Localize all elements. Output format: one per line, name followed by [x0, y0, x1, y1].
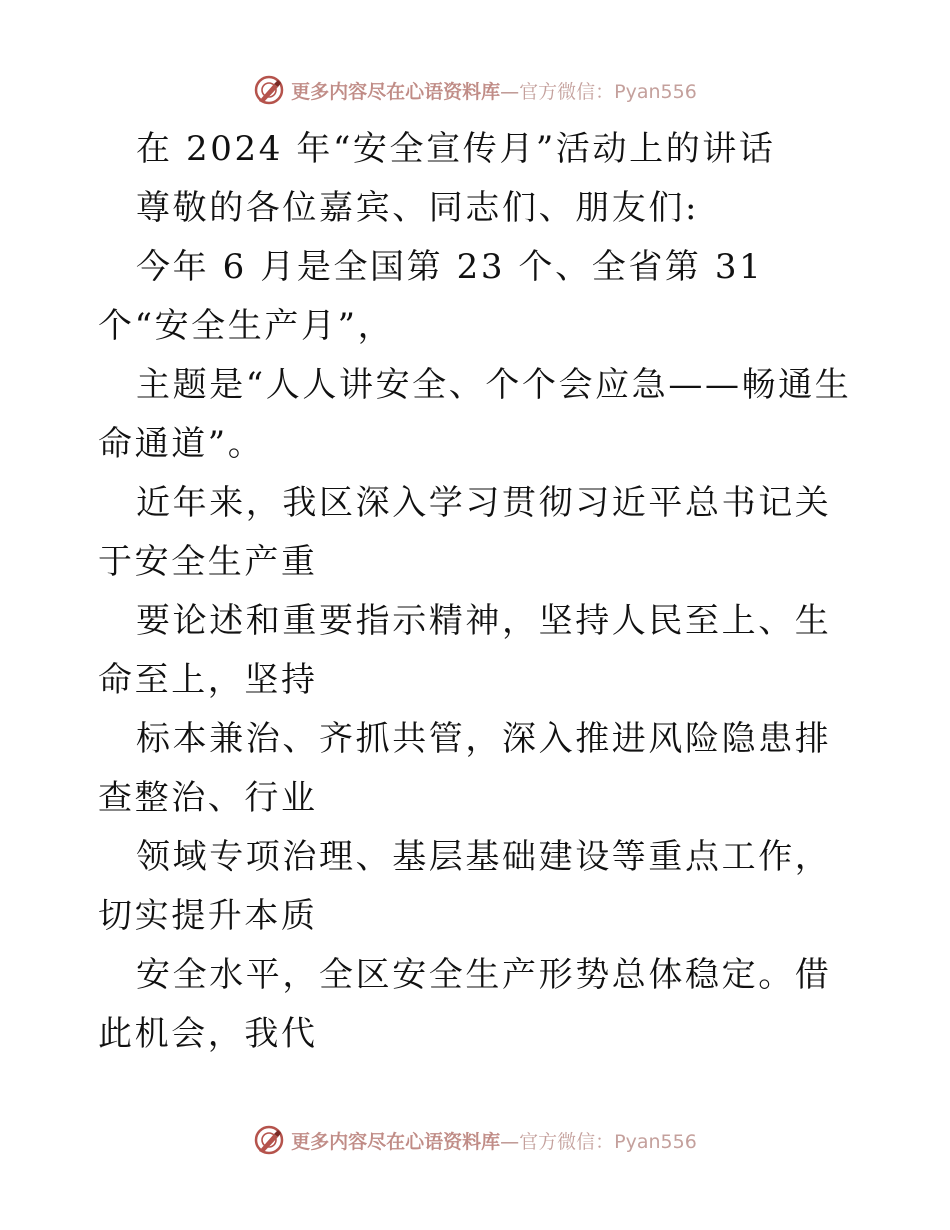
header-watermark — [0, 68, 950, 112]
document-body — [98, 120, 858, 1064]
paragraph: 今年 6 月是全国第 23 个、全省第 31 个“安全生产月”， — [98, 247, 764, 346]
watermark-text — [291, 77, 697, 104]
paragraph: 标本兼治、齐抓共管，深入推进风险隐患排查整治、行业 — [98, 719, 832, 818]
watermark-brand: 更多内容尽在心语资料库 — [291, 1130, 501, 1153]
paragraph: 领域专项治理、基层基础建设等重点工作，切实提升本质 — [98, 837, 832, 936]
salutation: 尊敬的各位嘉宾、同志们、朋友们: — [136, 188, 700, 228]
paragraph: 要论述和重要指示精神，坚持人民至上、生命至上，坚持 — [98, 601, 832, 700]
pen-logo-icon — [253, 74, 285, 106]
speech-title: 在 2024 年“安全宣传月”活动上的讲话 — [136, 129, 776, 169]
watermark-separator: — — [500, 1130, 520, 1153]
watermark-contact: 官方微信：Pyan556 — [519, 1130, 697, 1153]
footer-watermark — [0, 1118, 950, 1162]
watermark-brand: 更多内容尽在心语资料库 — [291, 80, 501, 103]
watermark-contact: 官方微信：Pyan556 — [519, 80, 697, 103]
watermark-separator: — — [500, 80, 520, 103]
paragraph: 主题是“人人讲安全、个个会应急——畅通生命通道”。 — [98, 365, 852, 464]
paragraph: 近年来，我区深入学习贯彻习近平总书记关于安全生产重 — [98, 483, 832, 582]
watermark-text — [291, 1127, 697, 1154]
paragraph: 安全水平，全区安全生产形势总体稳定。借此机会，我代 — [98, 955, 832, 1054]
pen-logo-icon — [253, 1124, 285, 1156]
